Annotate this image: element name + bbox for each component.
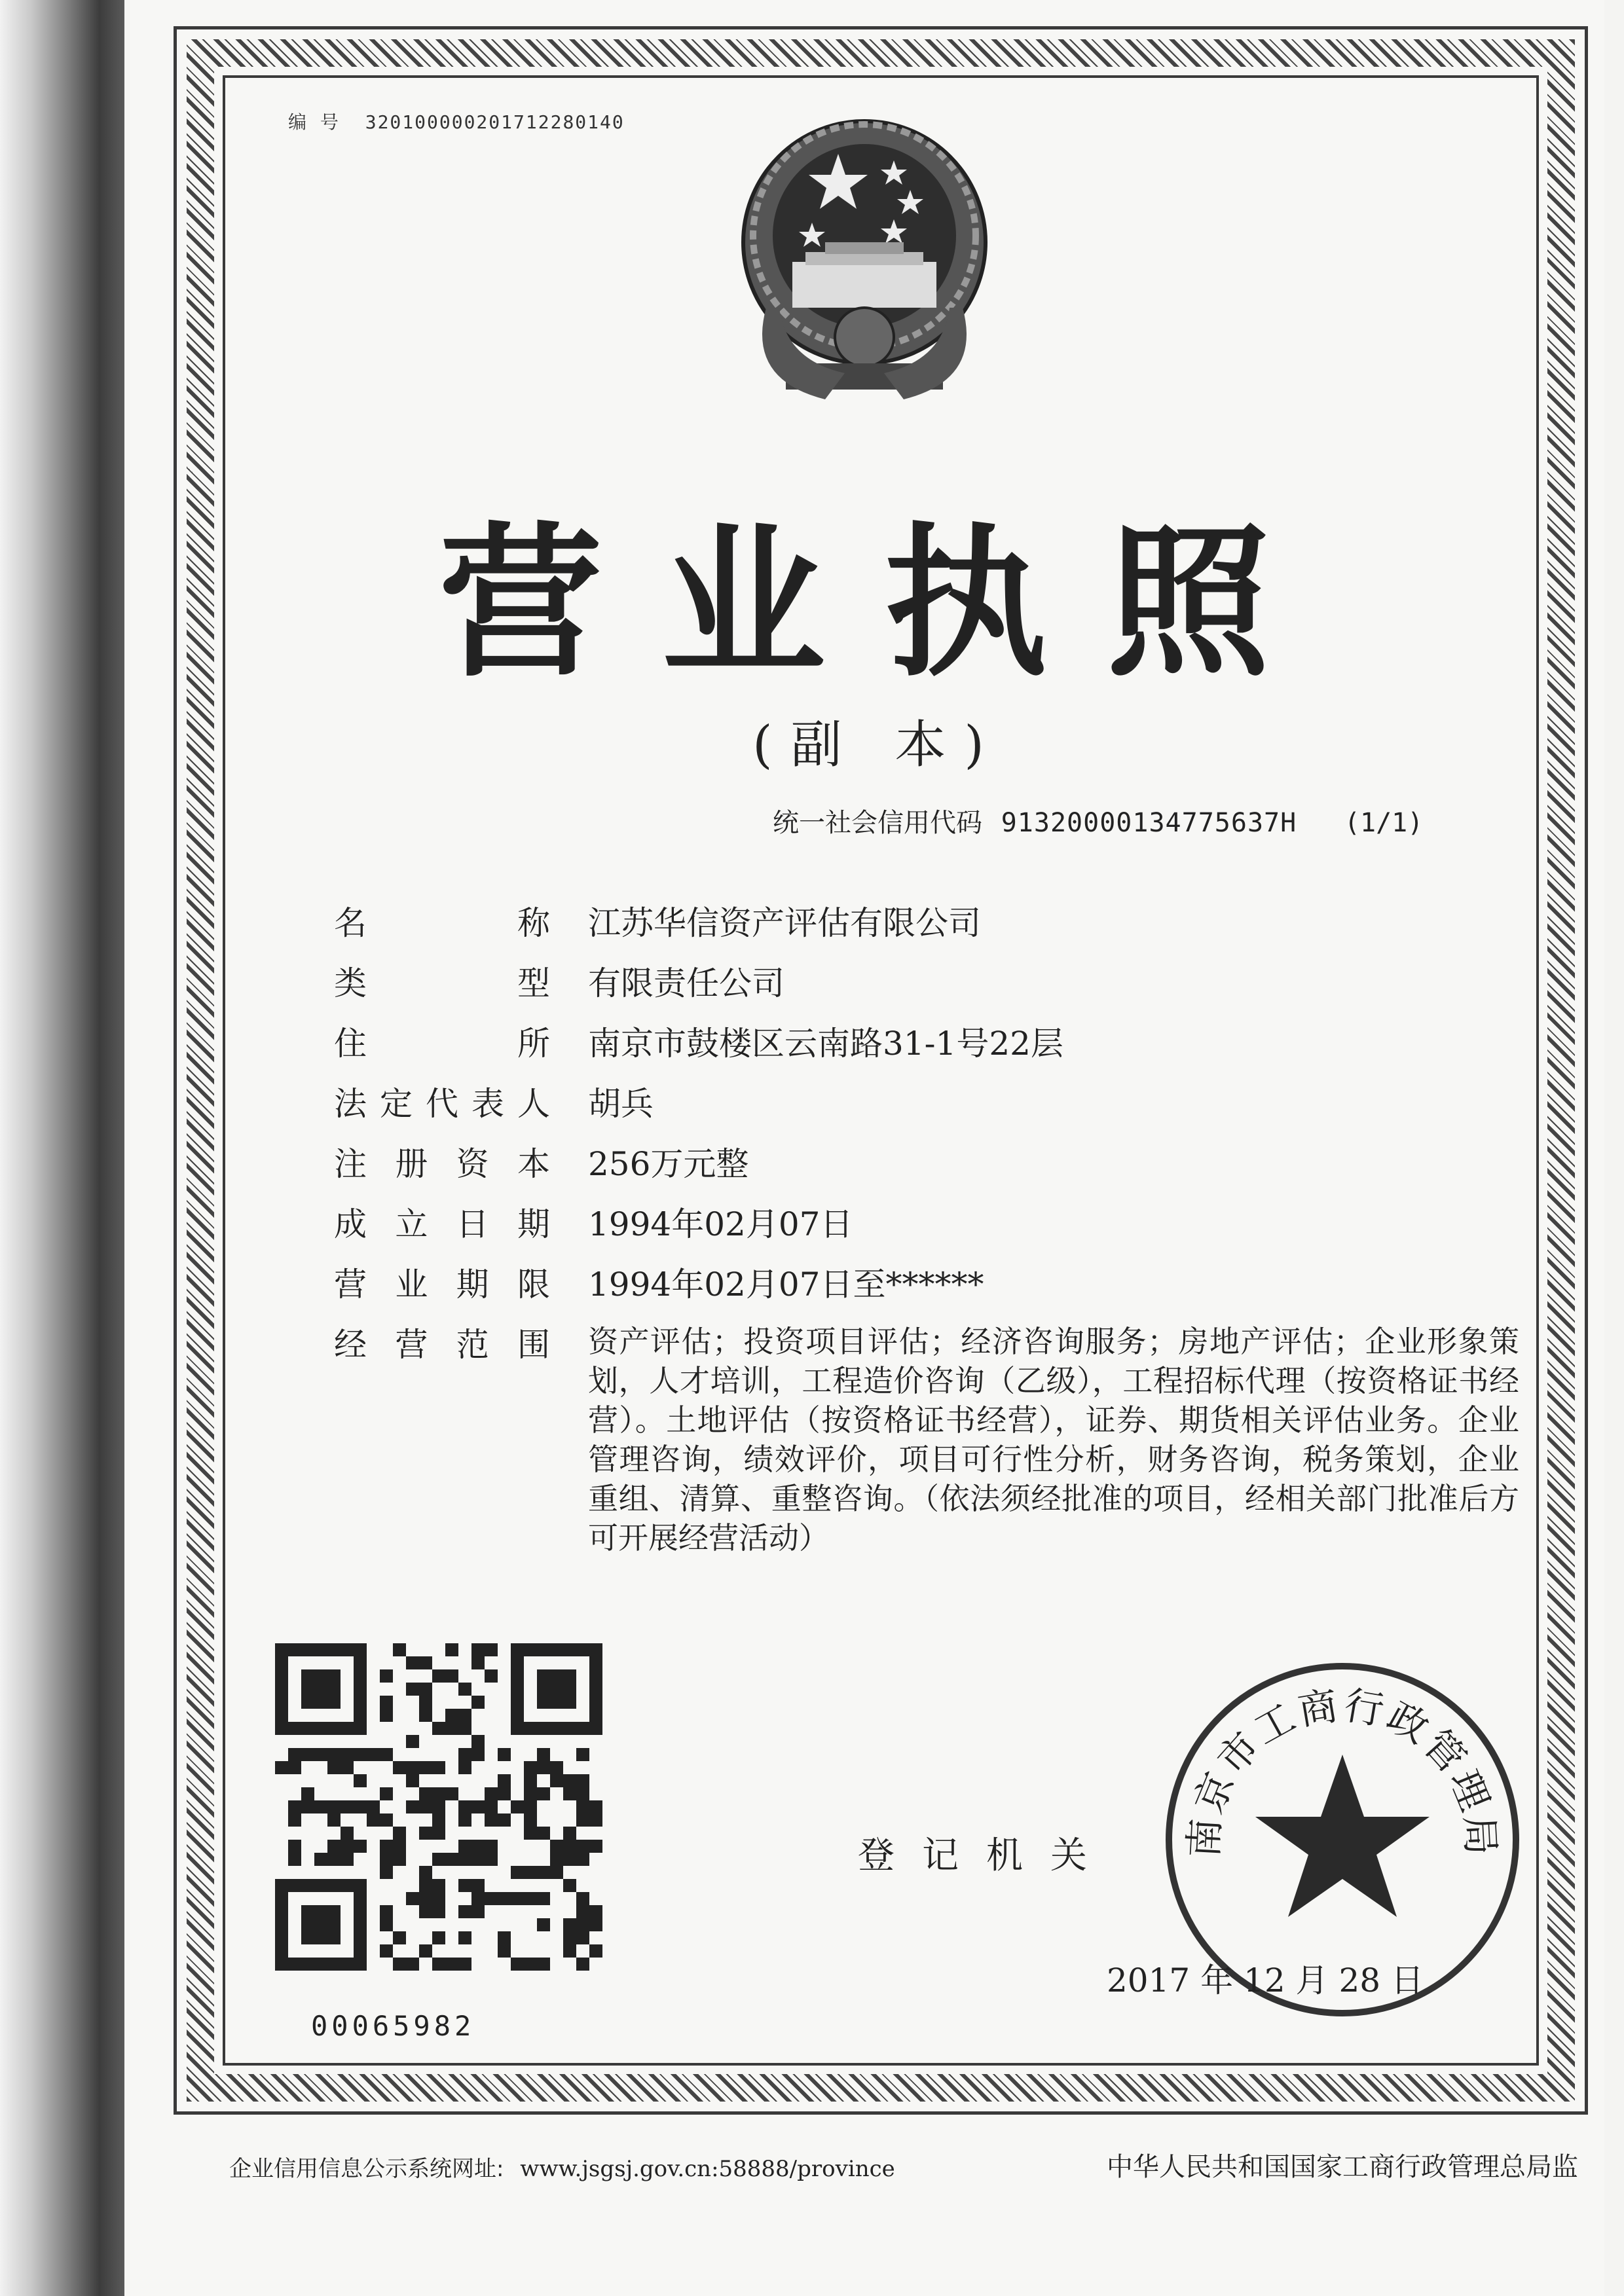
credit-code: 91320000134775637H: [1001, 808, 1297, 838]
field-label: 注 册 资 本: [334, 1145, 550, 1183]
footer-url[interactable]: www.jsgsj.gov.cn:58888/province: [520, 2156, 895, 2182]
page-indicator: (1/1): [1344, 808, 1424, 838]
field-row: [334, 1021, 1532, 1066]
footer-issuer: 中华人民共和国国家工商行政管理总局监: [1107, 2152, 1578, 2182]
field-row: [334, 1141, 1532, 1187]
field-label: 名 称: [334, 904, 550, 942]
field-label: 住 所: [334, 1025, 550, 1063]
field-label: 营 业 期 限: [334, 1266, 550, 1303]
field-row: [334, 1081, 1532, 1127]
field-value: 资产评估；投资项目评估；经济咨询服务；房地产评估；企业形象策划，人才培训，工程造价咨询（乙级），工程招标代理（按资格证书经营）。土地评估（按资格证书经营），证券、期货相关评估业务。企业管理咨询，绩效评价，项目可行性分析，财务咨询，税务策划，企业重组、清算、重整咨询。（依法须经批准的项目，经相关部门批准后方可开展经营活动）: [588, 1324, 1519, 1556]
field-value: 胡兵: [588, 1085, 654, 1123]
license-subtitle: (副 本): [752, 716, 1003, 774]
serial-label: 编 号: [288, 111, 340, 133]
serial-number: 320100000201712280140: [365, 111, 625, 133]
credit-code-label: 统一社会信用代码: [773, 808, 982, 838]
serial-number-line: [288, 108, 625, 134]
field-label: 成 立 日 期: [334, 1205, 550, 1243]
field-value: 1994年02月07日至******: [588, 1266, 984, 1303]
qr-number: 00065982: [311, 2010, 475, 2042]
field-label: 经 营 范 围: [334, 1326, 550, 1364]
seal-text: 南京市工商行政管理局: [1181, 1682, 1504, 1859]
qr-code: [275, 1643, 602, 1971]
license-title: 营业执照: [439, 506, 1329, 699]
field-row: [334, 1262, 1532, 1307]
field-row: [334, 960, 1532, 1006]
footer-system: [229, 2151, 895, 2183]
field-value: 江苏华信资产评估有限公司: [588, 904, 981, 942]
credit-code-line: [773, 802, 1423, 839]
field-value: 南京市鼓楼区云南路31-1号22层: [588, 1025, 1063, 1063]
field-value: 1994年02月07日: [588, 1205, 853, 1243]
field-value: 256万元整: [588, 1145, 749, 1183]
registration-authority-label: 登记机关: [858, 1834, 1115, 1877]
field-label: 类 型: [334, 964, 550, 1002]
field-row: [334, 1322, 1532, 1558]
footer-system-label: 企业信用信息公示系统网址:: [229, 2156, 504, 2182]
national-emblem-icon: [727, 111, 1002, 419]
issue-date: 2017 年 12 月 28 日: [1107, 1961, 1424, 1999]
field-label: 法 定 代 表 人: [334, 1085, 550, 1123]
field-row: [334, 1201, 1532, 1247]
field-row: [334, 900, 1532, 946]
license-fields: [334, 900, 1532, 1572]
scan-shadow-strip: [0, 0, 124, 2296]
field-value: 有限责任公司: [588, 964, 784, 1002]
